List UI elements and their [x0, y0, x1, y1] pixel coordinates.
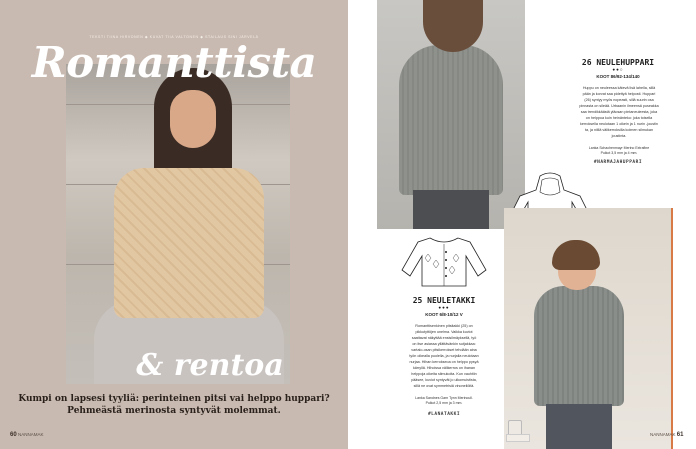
hoodie-pattern-name: 26 NEULEHUPPARI [581, 58, 655, 67]
hoodie-yarn: Lanka Schachenmayr Merino Extrafine [588, 146, 650, 150]
hoodie-sizes: KOOT 86/92-134/140 [596, 74, 640, 79]
hoodie-desc-line: ta, ja niillä välikerroksilla kolmen silmukan [584, 128, 654, 132]
hoodie-desc-line: pinnasta on sileää. Urbaanin ilmeensä puseakka [579, 104, 659, 108]
hoodie-desc-line: saa trendikkäästä yläosan pintaneuleesta, joka [580, 110, 658, 114]
cardigan-desc-line: saattavat näkyttää ensisilmäyksellä, työ [411, 336, 477, 340]
page-label: NANNAMAK [17, 432, 44, 437]
cardigan-desc-line: helppoja oikeita silmukoita. Kun vauhtiin [411, 372, 477, 376]
accent-stripe [671, 208, 673, 449]
lace-cardigan [114, 168, 264, 318]
cardigan-difficulty: ●●● [438, 305, 450, 310]
cardigan-hashtag: #LANATAKKI [427, 412, 461, 417]
book-stack [506, 434, 530, 442]
hoodie-sweater [534, 286, 624, 406]
lead-text [0, 393, 348, 417]
lead-line-1: Kumpi on lapsesi tyyliä: perinteinen pitsi vai helppo huppari? [18, 394, 330, 404]
cardigan-desc-line: työn oikealla puolella, ja nurjalla neulotaan [409, 354, 479, 358]
hoodie-desc-line: kerroksella neulotaan 1 oikein ja 1 nurin -joustin [580, 122, 658, 126]
hoodie-front-photo [504, 208, 671, 449]
page-number-left [10, 432, 43, 438]
headline-top: Romanttista [31, 38, 317, 87]
girl-photo [66, 64, 290, 384]
hoodie-sweater [399, 45, 503, 195]
cardigan-sketch [400, 236, 488, 288]
hoodie-difficulty: ●●○ [612, 67, 624, 72]
cardigan-desc-line: pääsee, kuviot syntyvät jo ulkomuistista, [411, 378, 477, 382]
right-page [348, 0, 696, 449]
credits-line: TEKSTI TIINA HIRVONEN ◆ KUVAT TIIA VALTONEN ◆ STAILAUS SINI JÄRVELÄ [89, 35, 259, 39]
page-number: 60 [10, 432, 17, 438]
hoodie-needles: Puikot 3,5 mm ja 4 mm. [600, 151, 638, 155]
cardigan-desc-line: on itse asiassa yllättävänkin sutjakkaa: [412, 342, 476, 346]
hoodie-desc-line: joustinta. [611, 134, 627, 138]
cardigan-materials [386, 396, 502, 406]
boy-jeans [546, 404, 612, 449]
hoodie-hashtag: #NARMAJAHUPPARI [593, 160, 643, 165]
hoodie-materials [553, 146, 685, 156]
cardigan-description [386, 323, 502, 389]
page-number-right [650, 432, 683, 438]
boy-hair [423, 0, 483, 52]
cardigan-desc-line: sillä ne ovat symmetrisiä vinoneliöitä. [413, 384, 475, 388]
hoodie-desc-line: Huppu on neuleessa kätevä lisä lahella, sillä [582, 86, 656, 90]
cardigan-yarn: Lanka Sandnes Garn Tynn Merinoull. [415, 396, 473, 400]
boy-jeans [413, 190, 489, 229]
cardigan-desc-line: nurjaa. Hihan kerrokseoa on helppo pysyä [409, 360, 479, 364]
girl-face [170, 90, 216, 148]
hoodie-description [553, 85, 685, 139]
boy-hair [552, 240, 600, 270]
hoodie-desc-line: on helppoa kuin heinänteko: joka toisella [585, 116, 653, 120]
hoodie-desc-line: (26) syntyy myös nopeasti, sillä suurin osa [584, 98, 654, 102]
cardigan-desc-line: vartalo-osan pitsikerrokset tehdään aina [411, 348, 477, 352]
cardigan-desc-line: Romanttisenkinen pitsitakki (25) on [415, 324, 473, 328]
hoodie-back-photo [377, 0, 525, 229]
cardigan-desc-line: pikkutyttöjen unelma. Vaikka kuviot [415, 330, 473, 334]
page-number: 61 [676, 432, 684, 438]
lead-line-2: Pehmeästä merinosta syntyvät molemmat. [67, 406, 281, 416]
hoodie-desc-line: pään ja korvat saa pidettyä helposti. Huppari [582, 92, 656, 96]
cardigan-needles: Puikot 2,5 mm ja 3 mm. [425, 401, 463, 405]
cardigan-pattern-name: 25 NEULETAKKI [412, 296, 476, 305]
page-label: NANNAMAK [650, 432, 676, 437]
headline-bottom: & rentoa [136, 348, 284, 383]
cardigan-sizes: KOOT 6/8-10/12 V [425, 312, 463, 317]
cardigan-desc-line: kärryllä. Hihoissa välikerros on ihanan [412, 366, 476, 370]
